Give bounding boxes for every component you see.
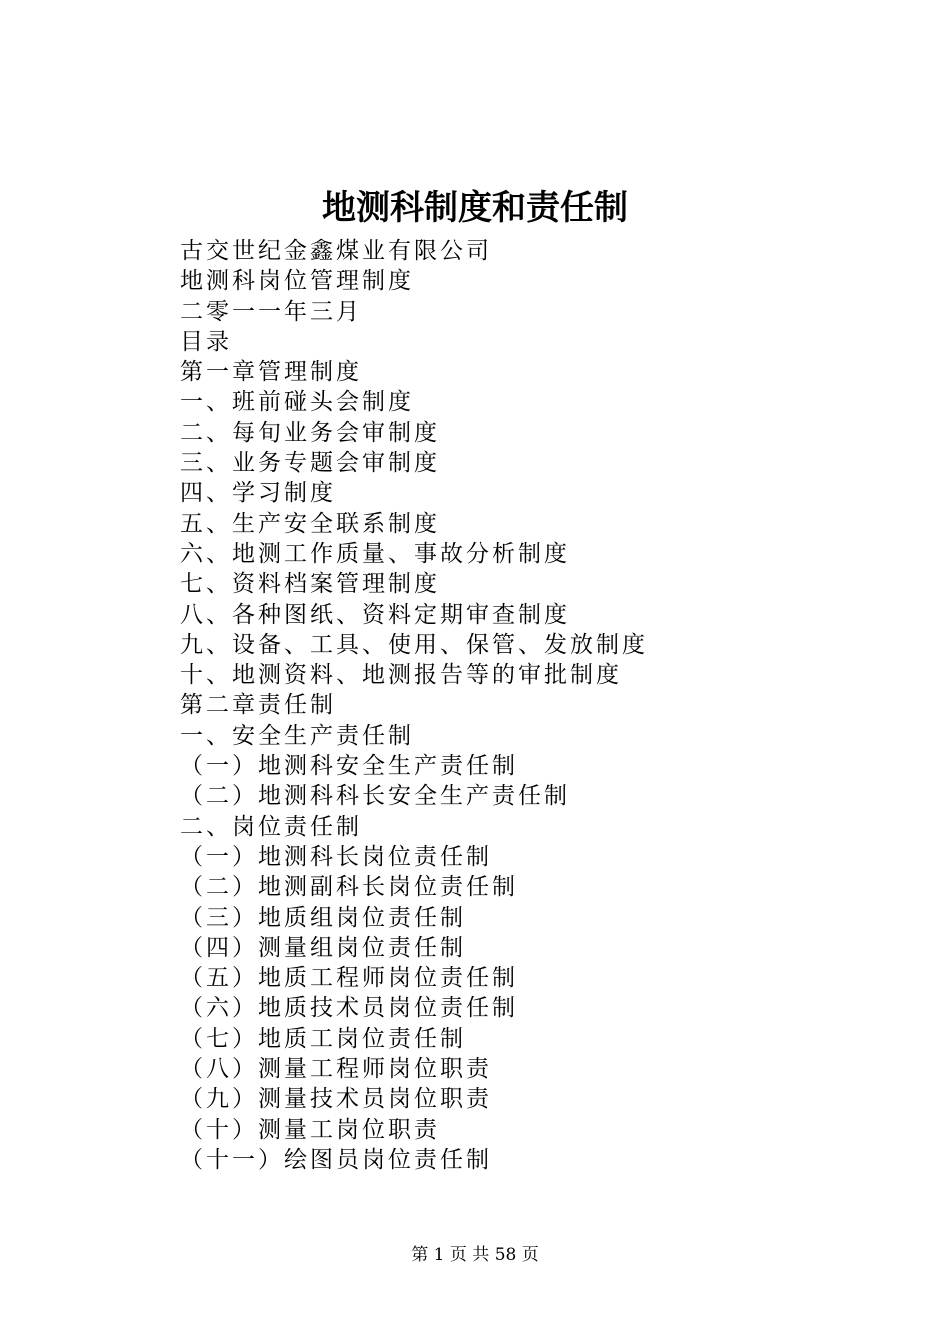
text-line: （八）测量工程师岗位职责 — [180, 1056, 492, 1083]
text-line: （五）地质工程师岗位责任制 — [180, 965, 518, 992]
text-line: 五、生产安全联系制度 — [180, 510, 440, 537]
text-line: （十）测量工岗位职责 — [180, 1116, 440, 1143]
text-line: （七）地质工岗位责任制 — [180, 1025, 466, 1052]
text-line: （一）地测科长岗位责任制 — [180, 843, 492, 870]
document-title: 地测科制度和责任制 — [322, 188, 628, 228]
text-line: 第二章责任制 — [180, 692, 336, 719]
text-line: 二零一一年三月 — [180, 298, 362, 325]
text-line: （六）地质技术员岗位责任制 — [180, 995, 518, 1022]
text-line: 八、各种图纸、资料定期审查制度 — [180, 601, 570, 628]
text-line: （一）地测科安全生产责任制 — [180, 753, 518, 780]
text-line: 第一章管理制度 — [180, 359, 362, 386]
text-line: 地测科岗位管理制度 — [180, 268, 414, 295]
text-line: 二、每旬业务会审制度 — [180, 419, 440, 446]
text-line: （九）测量技术员岗位职责 — [180, 1086, 492, 1113]
text-line: 一、班前碰头会制度 — [180, 389, 414, 416]
text-line: 古交世纪金鑫煤业有限公司 — [180, 238, 492, 264]
document-body — [180, 236, 800, 1175]
text-line: 九、设备、工具、使用、保管、发放制度 — [180, 631, 648, 658]
text-line: 七、资料档案管理制度 — [180, 571, 440, 598]
text-line: （三）地质组岗位责任制 — [180, 904, 466, 931]
text-line: （十一）绘图员岗位责任制 — [180, 1146, 492, 1173]
text-line: （二）地测副科长岗位责任制 — [180, 874, 518, 901]
text-line: 二、岗位责任制 — [180, 813, 362, 840]
text-line: 三、业务专题会审制度 — [180, 450, 440, 477]
text-line: 一、安全生产责任制 — [180, 722, 414, 749]
page-footer: 第 1 页 共 58 页 — [411, 1245, 539, 1265]
text-line: 十、地测资料、地测报告等的审批制度 — [180, 662, 622, 689]
text-line: 四、学习制度 — [180, 480, 336, 507]
text-line: 目录 — [180, 328, 232, 355]
text-line: （二）地测科科长安全生产责任制 — [180, 783, 570, 810]
text-line: （四）测量组岗位责任制 — [180, 934, 466, 961]
text-line: 六、地测工作质量、事故分析制度 — [180, 540, 570, 567]
